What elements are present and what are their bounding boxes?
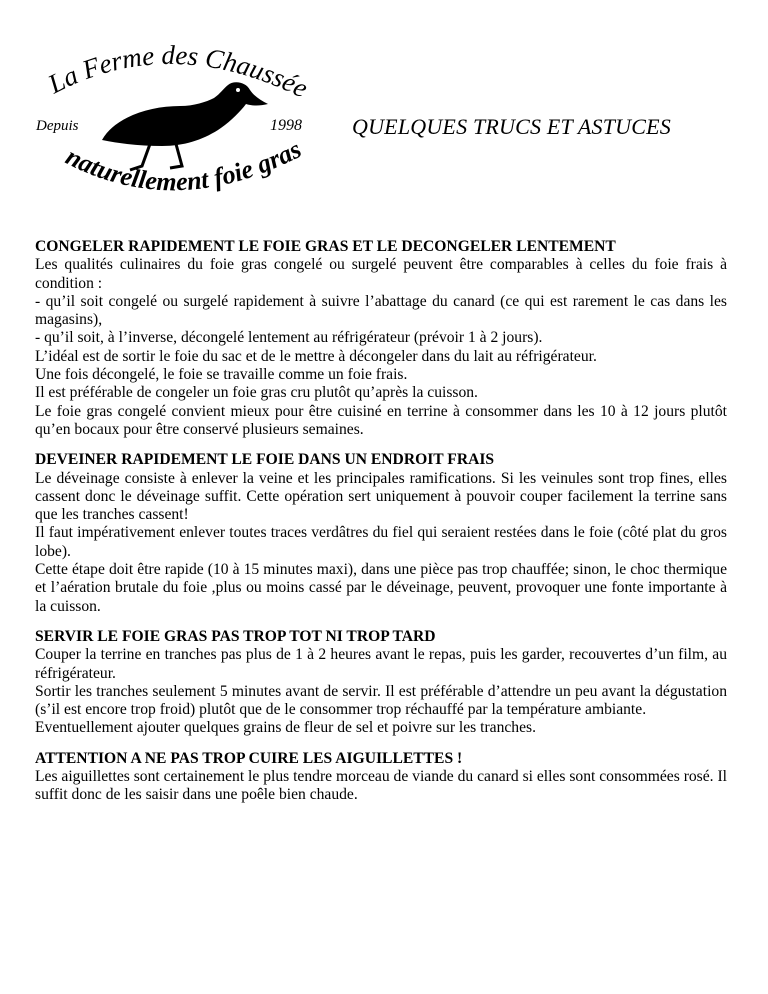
section-paragraph: Cette étape doit être rapide (10 à 15 minutes maxi), dans une pièce pas trop chauffée; sinon, le choc thermique et l’aération brutale du foie ,plus ou moins cassé par le déveinage, peuvent, provoquer une fonte importante à la cuisson. bbox=[35, 561, 727, 615]
section-paragraph: Le foie gras congelé convient mieux pour être cuisiné en terrine à consommer dans les 10 à 12 jours plutôt qu’en bocaux pour être conservé plusieurs semaines. bbox=[35, 402, 727, 438]
logo-year: 1998 bbox=[270, 117, 302, 134]
farm-logo bbox=[30, 42, 330, 204]
section-paragraph: Les aiguillettes sont certainement le plus tendre morceau de viande du canard si elles sont consommées rosé. Il suffit donc de les saisir dans une poêle bien chaude. bbox=[35, 768, 727, 804]
section-heading: DEVEINER RAPIDEMENT LE FOIE DANS UN ENDROIT FRAIS bbox=[35, 451, 495, 469]
page-title: QUELQUES TRUCS ET ASTUCES bbox=[352, 114, 671, 139]
section-heading: ATTENTION A NE PAS TROP CUIRE LES AIGUILLETTES ! bbox=[35, 749, 463, 767]
logo-tagline: naturellement foie gras bbox=[61, 134, 306, 197]
section-paragraph: Les qualités culinaires du foie gras congelé ou surgelé peuvent être comparables à celles du foie frais à condition : bbox=[35, 256, 727, 292]
section-paragraph: Il est préférable de congeler un foie gras cru plutôt qu’après la cuisson. bbox=[35, 384, 478, 402]
logo-graphic bbox=[30, 42, 330, 204]
section-paragraph: Une fois décongelé, le foie se travaille comme un foie frais. bbox=[35, 366, 408, 384]
section-paragraph: - qu’il soit, à l’inverse, décongelé lentement au réfrigérateur (prévoir 1 à 2 jours). bbox=[35, 329, 543, 347]
section-paragraph: Sortir les tranches seulement 5 minutes avant de servir. Il est préférable d’attendre un peu avant la dégustation (s’il est encore trop froid) plutôt que de le consommer trop réchauffé par la température ambiante. bbox=[35, 682, 727, 719]
section-paragraph: L’idéal est de sortir le foie du sac et de le mettre à décongeler dans du lait au réfrigérateur. bbox=[35, 347, 597, 365]
tips-content bbox=[35, 238, 727, 817]
section-paragraph: Le déveinage consiste à enlever la veine et les principales ramifications. Si les veinules sont trop fines, elles cassent donc le déveinage suffit. Cette opération sert uniquement à pouvoir couper facilement la terrine sans que les tranches cassent! bbox=[35, 469, 727, 524]
section-heading: SERVIR LE FOIE GRAS PAS TROP TOT NI TROP TARD bbox=[35, 627, 436, 645]
tip-section-aiguillettes bbox=[35, 750, 727, 805]
section-paragraph: Couper la terrine en tranches pas plus de 1 à 2 heures avant le repas, puis les garder, recouvertes d’un film, au réfrigérateur. bbox=[35, 646, 727, 682]
logo-brand-line: La Ferme des Chaussée bbox=[43, 42, 313, 104]
tip-section-freezing bbox=[35, 238, 727, 439]
section-paragraph: Eventuellement ajouter quelques grains de fleur de sel et poivre sur les tranches. bbox=[35, 719, 536, 737]
tip-section-serving bbox=[35, 628, 727, 738]
tip-section-deveining bbox=[35, 451, 727, 616]
section-paragraph: Il faut impérativement enlever toutes traces verdâtres du fiel qui seraient restées dans le foie (côté plat du gros lobe). bbox=[35, 524, 727, 560]
section-heading: CONGELER RAPIDEMENT LE FOIE GRAS ET LE DECONGELER LENTEMENT bbox=[35, 238, 616, 255]
logo-since-label: Depuis bbox=[36, 118, 79, 134]
section-paragraph: - qu’il soit congelé ou surgelé rapidement à suivre l’abattage du canard (ce qui est rarement le cas dans les magasins), bbox=[35, 292, 727, 329]
